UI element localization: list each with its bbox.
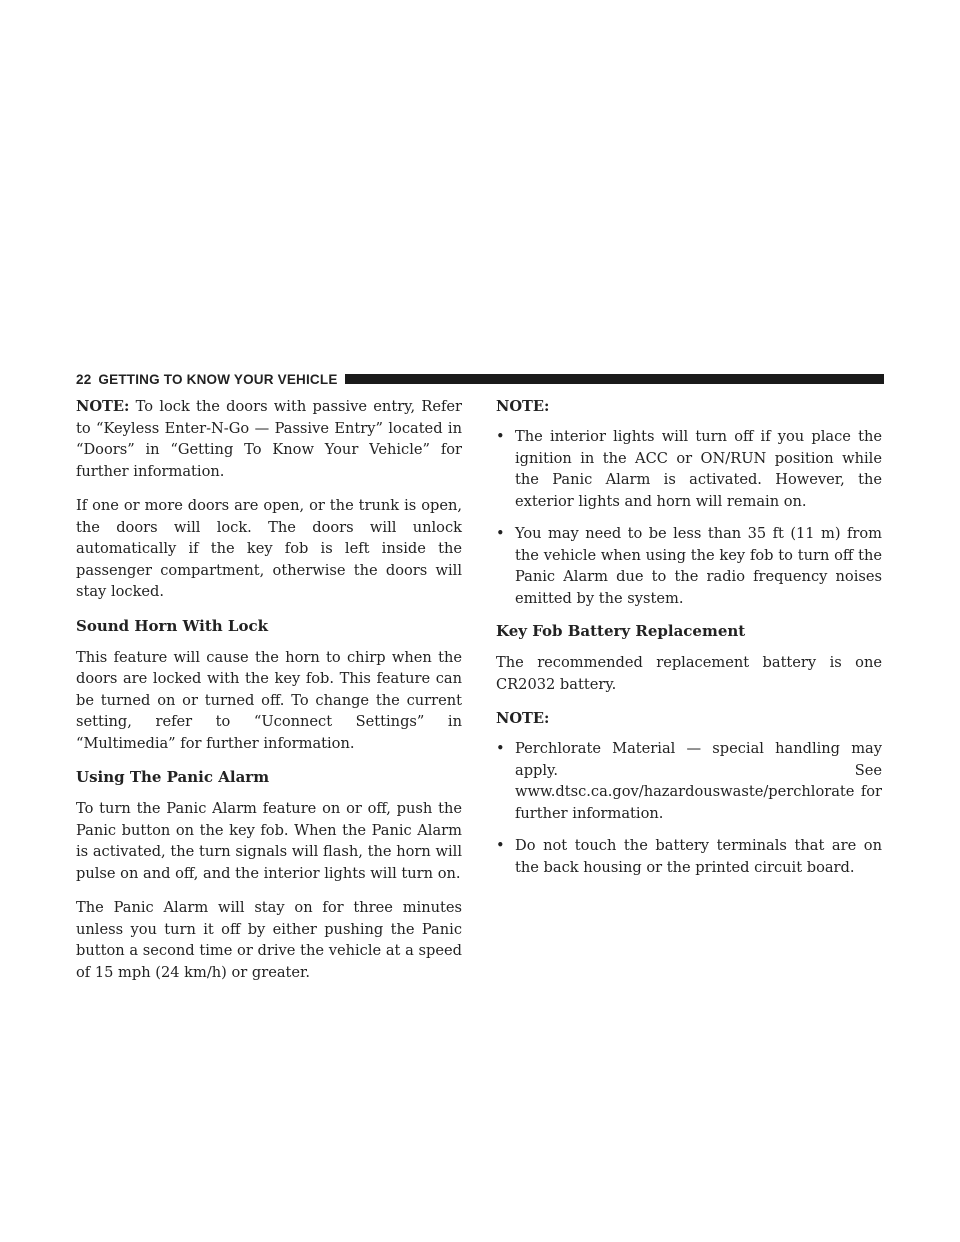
- paragraph-panic-alarm-activate: To turn the Panic Alarm feature on or off, push the Panic button on the key fob. When the Panic Alarm is activated, the turn signals will flash, the horn will pulse on and off, and the interior lights will turn on.: [76, 800, 462, 882]
- note-bullet-list-panic: [496, 426, 882, 609]
- paragraph-sound-horn: This feature will cause the horn to chirp when the doors are locked with the key fob. This feature can be turned on or turned off. To change the current setting, refer to “Uconnect Settings” in “Multimedia” for further information.: [76, 648, 462, 752]
- section-title: GETTING TO KNOW YOUR VEHICLE: [98, 371, 338, 387]
- list-item: • Perchlorate Material — special handling may apply. See www.dtsc.ca.gov/hazardouswaste/perchlorate for further information.: [496, 740, 882, 822]
- note-bullet-list-battery: [496, 738, 882, 878]
- bullet-icon: •: [496, 740, 505, 757]
- heading-panic-alarm: Using The Panic Alarm: [76, 768, 270, 786]
- note-heading: NOTE:: [496, 398, 550, 415]
- left-column: [76, 396, 462, 996]
- bullet-icon: •: [496, 837, 505, 854]
- page-header: [76, 368, 884, 390]
- page-number: 22: [76, 371, 92, 387]
- paragraph-door-lock: If one or more doors are open, or the trunk is open, the doors will lock. The doors will unlock automatically if the key fob is left inside the passenger compartment, otherwise the doors will stay locked.: [76, 497, 462, 600]
- note-paragraph-passive-entry: [76, 396, 462, 482]
- heading-battery-replacement: Key Fob Battery Replacement: [496, 622, 746, 640]
- paragraph-panic-alarm-duration: The Panic Alarm will stay on for three minutes unless you turn it off by either pushing the Panic button a second time or drive the vehicle at a speed of 15 mph (24 km/h) or greater.: [76, 899, 462, 981]
- header-rule: [345, 374, 884, 384]
- heading-sound-horn: Sound Horn With Lock: [76, 616, 268, 635]
- list-item: • The interior lights will turn off if you place the ignition in the ACC or ON/RUN position while the Panic Alarm is activated. However, the exterior lights and horn will remain on.: [496, 428, 882, 510]
- note-heading: NOTE:: [496, 710, 550, 727]
- bullet-icon: •: [496, 428, 505, 445]
- list-item: • Do not touch the battery terminals that are on the back housing or the printed circuit board.: [496, 837, 882, 876]
- right-column: [496, 396, 882, 890]
- bullet-icon: •: [496, 525, 505, 542]
- note-text: To lock the doors with passive entry, Refer to “Keyless Enter-N-Go — Passive Entry” located in “Doors” in “Getting To Know Your Vehicle” for further information.: [76, 398, 462, 480]
- list-item: • You may need to be less than 35 ft (11 m) from the vehicle when using the key fob to turn off the Panic Alarm due to the radio frequency noises emitted by the system.: [496, 525, 882, 607]
- paragraph-battery: The recommended replacement battery is one CR2032 battery.: [496, 654, 882, 693]
- note-label: NOTE:: [76, 398, 130, 415]
